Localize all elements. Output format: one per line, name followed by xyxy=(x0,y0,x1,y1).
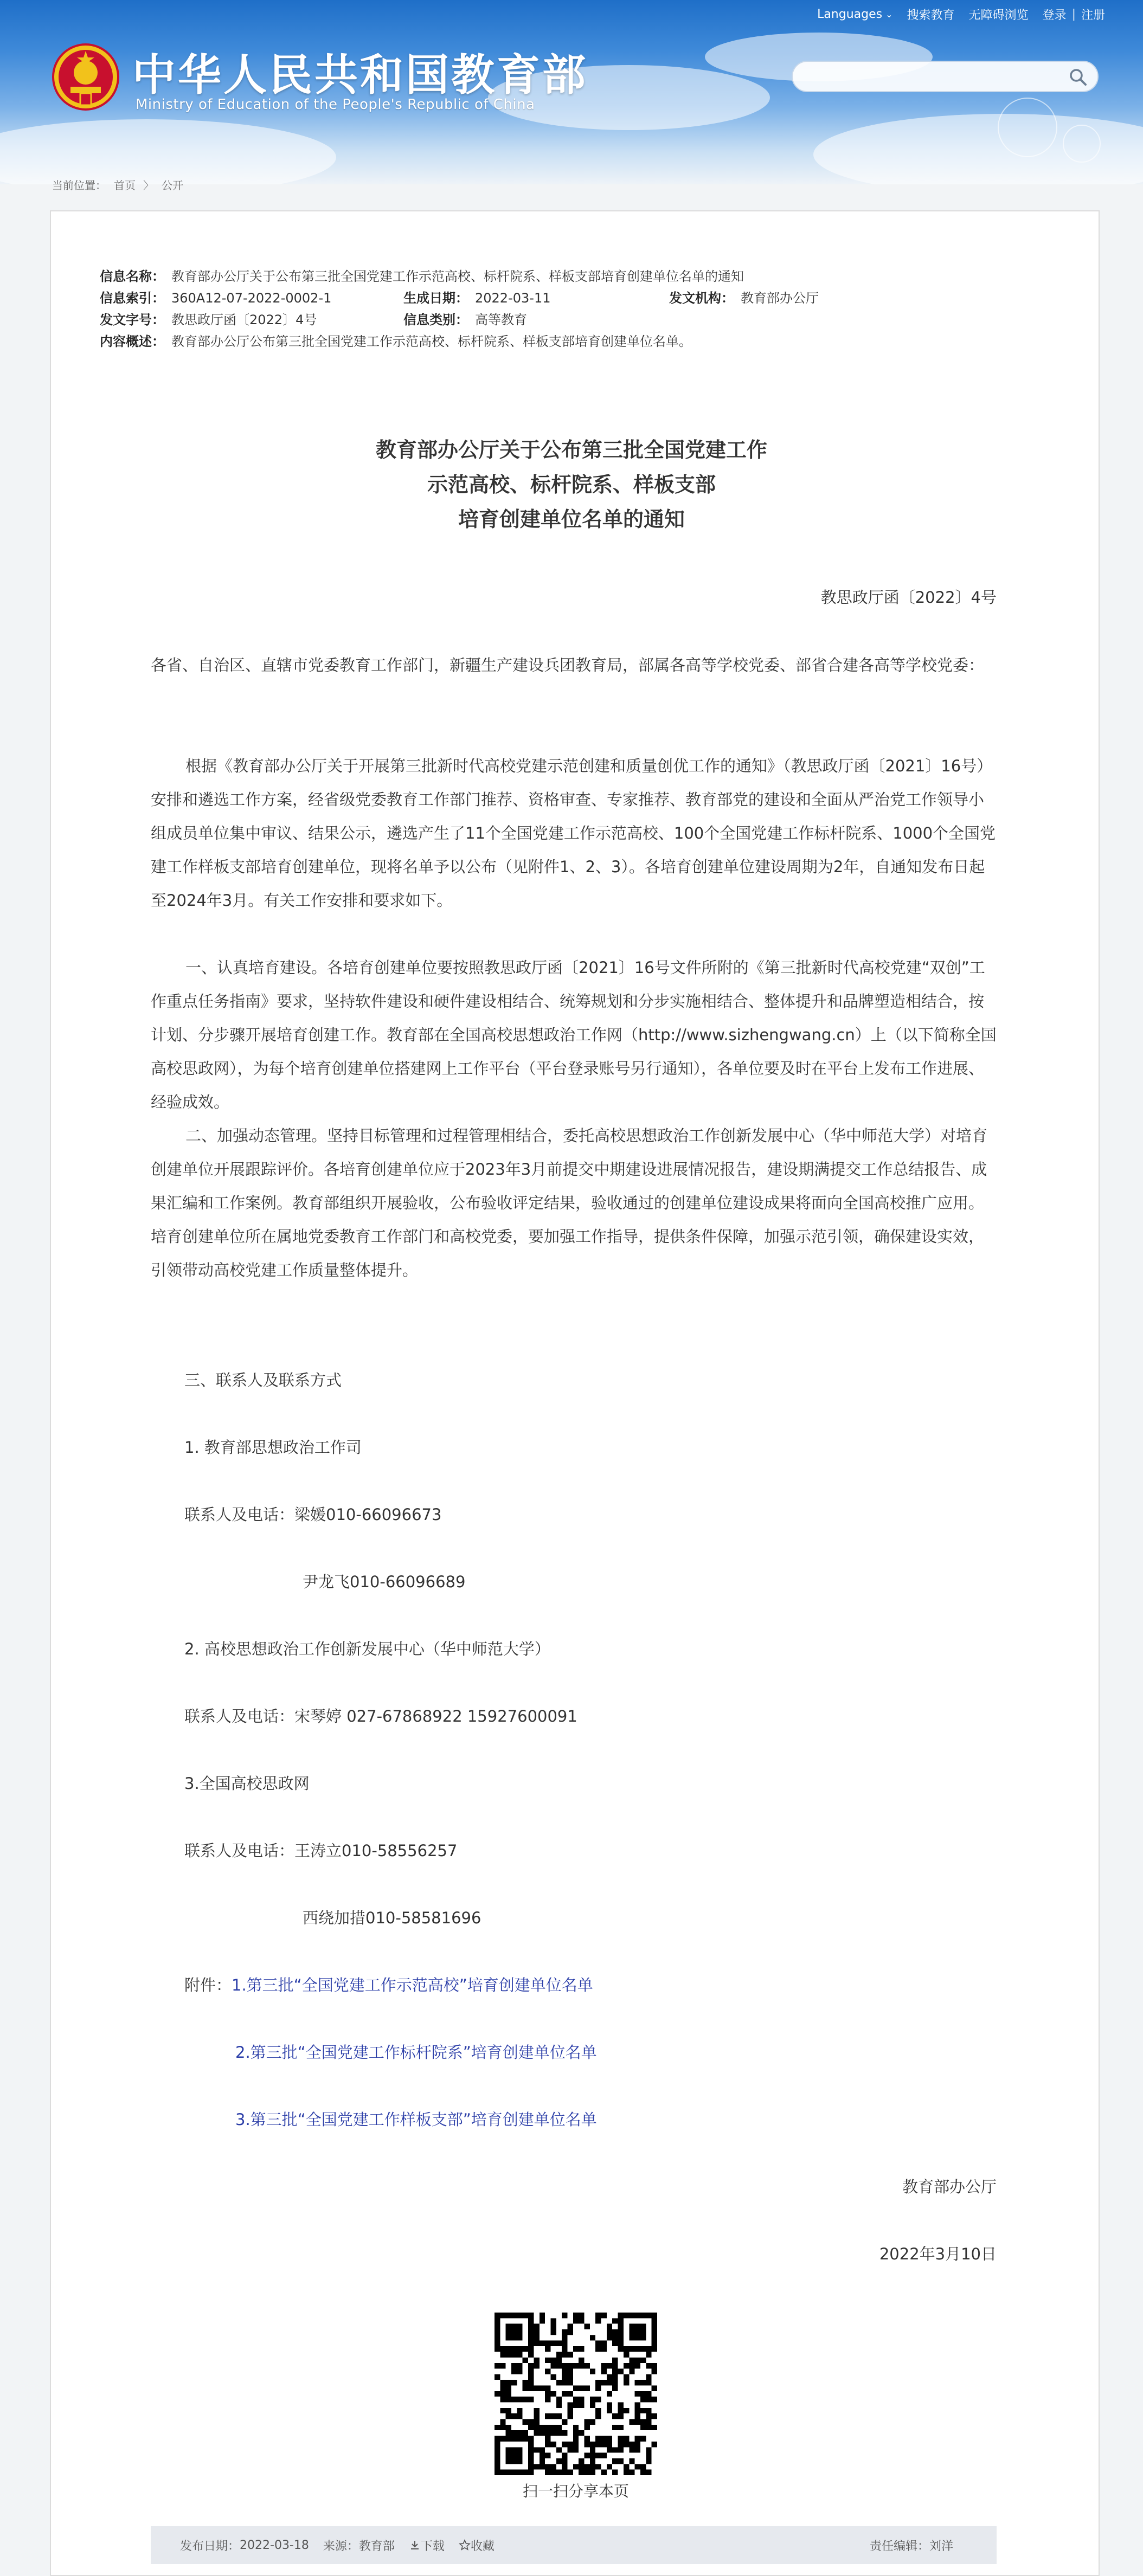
editor-value: 刘洋 xyxy=(929,2539,953,2553)
national-emblem-logo[interactable] xyxy=(50,41,121,113)
breadcrumb-separator: 〉 xyxy=(143,179,154,192)
download-label: 下载 xyxy=(420,2539,445,2553)
dandelion-decoration xyxy=(1063,125,1101,163)
document-title xyxy=(0,433,1143,537)
source-label: 来源： xyxy=(323,2539,359,2553)
star-icon xyxy=(459,2539,471,2551)
languages-link[interactable]: Languages xyxy=(817,7,883,21)
source-value: 教育部 xyxy=(358,2539,395,2553)
contact-2-org: 2. 高校思想政治工作创新发展中心（华中师范大学） xyxy=(184,1640,550,1658)
favorite-label: 收藏 xyxy=(470,2539,495,2553)
breadcrumb-label: 当前位置： xyxy=(52,179,106,192)
meta-index-value: 360A12-07-2022-0002-1 xyxy=(171,291,332,306)
contact-3-org: 3.全国高校思政网 xyxy=(184,1774,310,1793)
document-number: 教思政厅函〔2022〕4号 xyxy=(820,588,997,607)
document-title-line: 教育部办公厅关于公布第三批全国党建工作 xyxy=(375,438,767,462)
divider: | xyxy=(1071,7,1076,21)
meta-date-value: 2022-03-11 xyxy=(475,291,551,306)
site-title[interactable]: 中华人民共和国教育部 xyxy=(132,50,588,100)
attachment-link-3[interactable]: 3.第三批“全国党建工作样板支部”培育创建单位名单 xyxy=(235,2110,597,2129)
cloud-decoration xyxy=(0,119,336,184)
meta-name-label: 信息名称： xyxy=(100,269,165,284)
meta-summary-value: 教育部办公厅公布第三批全国党建工作示范高校、标杆院系、样板支部培育创建单位名单。 xyxy=(171,334,692,349)
document-title-line: 培育创建单位名单的通知 xyxy=(458,507,685,531)
favorite-button[interactable] xyxy=(459,2537,495,2554)
section-3-heading: 三、联系人及联系方式 xyxy=(184,1371,342,1389)
attachments xyxy=(184,1973,593,1995)
accessibility-link[interactable]: 无障碍浏览 xyxy=(968,8,1029,22)
meta-issuer-label: 发文机构： xyxy=(669,291,734,306)
article-footer-bar xyxy=(151,2526,997,2564)
meta-name-value: 教育部办公厅关于公布第三批全国党建工作示范高校、标杆院系、样板支部培育创建单位名单的通知 xyxy=(171,269,744,284)
top-links-bar xyxy=(817,3,1105,25)
attachment-link-2[interactable]: 2.第三批“全国党建工作标杆院系”培育创建单位名单 xyxy=(235,2043,597,2062)
paragraph-3: 二、加强动态管理。坚持目标管理和过程管理相结合，委托高校思想政治工作创新发展中心（华中师范大学）对培育创建单位开展跟踪评价。各培育创建单位应于2023年3月前提交中期建设进展情况报告，建设期满提交工作总结报告、成果汇编和工作案例。教育部组织开展验收，公布验收评定结果，验收通过的创建单位建设成果将面向全国高校推广应用。培育创建单位所在属地党委教育工作部门和高校党委，要加强工作指导，提供条件保障，加强示范引领，确保建设实效，引领带动高校党建工作质量整体提升。 xyxy=(151,1126,988,1279)
contact-1-org: 1. 教育部思想政治工作司 xyxy=(184,1438,362,1457)
meta-docno-label: 发文字号： xyxy=(100,312,165,327)
download-icon xyxy=(409,2539,421,2551)
meta-index-label: 信息索引： xyxy=(100,291,165,306)
article-card xyxy=(50,210,1100,2576)
download-button[interactable] xyxy=(409,2537,445,2554)
attachments-label: 附件： xyxy=(184,1976,232,1994)
search-input[interactable] xyxy=(806,62,1066,91)
publish-date-value: 2022-03-18 xyxy=(240,2538,309,2552)
breadcrumb-home[interactable]: 首页 xyxy=(114,179,136,192)
signer: 教育部办公厅 xyxy=(902,2178,997,2196)
contact-1-person: 联系人及电话：梁媛010-66096673 xyxy=(184,1505,442,1524)
salutation: 各省、自治区、直辖市党委教育工作部门，新疆生产建设兵团教育局，部属各高等学校党委、部省合建各高等学校党委： xyxy=(151,656,985,674)
meta-category-label: 信息类别： xyxy=(403,312,468,327)
share-qr-code xyxy=(495,2313,657,2475)
paragraph-2: 一、认真培育建设。各培育创建单位要按照教思政厅函〔2021〕16号文件所附的《第三批新时代高校党建“双创”工作重点任务指南》要求，坚持软件建设和硬件建设相结合、统筹规划和分步实施相结合、整体提升和品牌塑造相结合，按计划、分步骤开展培育创建工作。教育部在全国高校思想政治工作网（http://www.sizhengwang.cn）上（以下简称全国高校思政网），为每个培育创建单位搭建网上工作平台（平台登录账号另行通知），各单位要及时在平台上发布工作进展、经验成效。 xyxy=(151,958,997,1111)
login-link[interactable]: 登录 xyxy=(1042,8,1067,22)
breadcrumb xyxy=(52,177,183,192)
meta-date-label: 生成日期： xyxy=(403,291,468,306)
contact-1-person-2: 尹龙飞010-66096689 xyxy=(303,1573,466,1591)
search-education-link[interactable]: 搜索教育 xyxy=(907,8,955,22)
info-metadata xyxy=(100,266,1000,352)
meta-summary-label: 内容概述： xyxy=(100,334,165,349)
register-link[interactable]: 注册 xyxy=(1081,8,1105,22)
search-box xyxy=(792,61,1099,92)
breadcrumb-public[interactable]: 公开 xyxy=(162,179,183,192)
contact-2-person: 联系人及电话：宋琴婷 027-67868922 15927600091 xyxy=(184,1707,577,1725)
meta-issuer-value: 教育部办公厅 xyxy=(741,291,819,306)
meta-docno-value: 教思政厅函〔2022〕4号 xyxy=(171,312,317,327)
editor-label: 责任编辑： xyxy=(869,2539,929,2553)
sign-date: 2022年3月10日 xyxy=(879,2245,997,2263)
dandelion-decoration xyxy=(998,98,1057,157)
publish-date-label: 发布日期： xyxy=(180,2539,240,2553)
meta-category-value: 高等教育 xyxy=(475,312,527,327)
contact-3-person-2: 西绕加措010-58581696 xyxy=(303,1909,481,1927)
qr-caption: 扫一扫分享本页 xyxy=(522,2482,629,2500)
paragraph-1: 根据《教育部办公厅关于开展第三批新时代高校党建示范创建和质量创优工作的通知》（教思政厅函〔2021〕16号）安排和遴选工作方案，经省级党委教育工作部门推荐、资格审查、专家推荐、教育部党的建设和全面从严治党工作领导小组成员单位集中审议、结果公示，遴选产生了11个全国党建工作示范高校、100个全国党建工作标杆院系、1000个全国党建工作样板支部培育创建单位，现将名单予以公布（见附件1、2、3）。各培育创建单位建设周期为2年，自通知发布日起至2024年3月。有关工作安排和要求如下。 xyxy=(151,757,996,910)
site-subtitle: Ministry of Education of the People's Republic of China xyxy=(136,96,535,113)
contact-3-person: 联系人及电话：王涛立010-58556257 xyxy=(184,1841,458,1860)
attachment-link-1[interactable]: 1.第三批“全国党建工作示范高校”培育创建单位名单 xyxy=(232,1976,593,1994)
chevron-down-icon: ⌄ xyxy=(885,9,893,20)
search-icon[interactable] xyxy=(1068,67,1088,87)
document-title-line: 示范高校、标杆院系、样板支部 xyxy=(427,473,716,497)
